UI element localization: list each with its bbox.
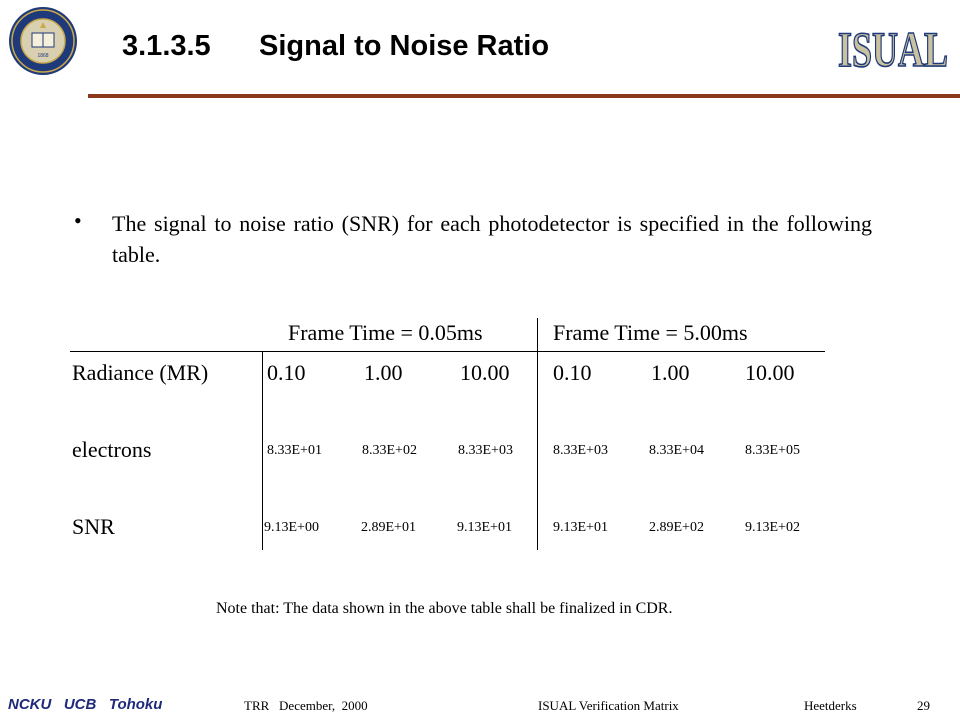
table-cell: 9.13E+01 [457, 520, 512, 535]
table-cell: 9.13E+00 [264, 520, 319, 535]
table-cell: 0.10 [267, 360, 306, 385]
title-divider [88, 94, 960, 98]
table-cell: 8.33E+01 [267, 443, 322, 458]
bullet-text: The signal to noise ratio (SNR) for each photodetector is specified in the following table. [112, 211, 872, 267]
table-cell: 1.00 [651, 360, 690, 385]
table-cell: 0.10 [553, 360, 592, 385]
row-label-radiance: Radiance (MR) [72, 360, 209, 385]
table-cell: 9.13E+02 [745, 520, 800, 535]
row-label-electrons: electrons [72, 437, 152, 462]
footer-event: TRR December, 2000 [244, 698, 368, 713]
page-number: 29 [917, 698, 930, 713]
slide-title [122, 30, 549, 63]
table-cell: 8.33E+02 [362, 443, 417, 458]
table-cell: 8.33E+05 [745, 443, 800, 458]
title-number: 3.1.3.5 [122, 30, 211, 62]
footer-document: ISUAL Verification Matrix [538, 698, 679, 713]
footer-institutions: NCKU UCB Tohoku [8, 696, 163, 713]
table-column-divider-left [262, 352, 263, 550]
table-cell: 9.13E+01 [553, 520, 608, 535]
table-cell: 1.00 [364, 360, 403, 385]
table-cell: 8.33E+03 [553, 443, 608, 458]
table-cell: 8.33E+03 [458, 443, 513, 458]
logo-text: ISUAL [838, 21, 949, 77]
table-note: Note that: The data shown in the above table shall be finalized in CDR. [216, 600, 673, 617]
table-column-divider-mid [537, 318, 538, 550]
title-text: Signal to Noise Ratio [259, 30, 550, 62]
footer-author: Heetderks [804, 698, 857, 713]
table-cell: 2.89E+01 [361, 520, 416, 535]
table-header-5.00ms: Frame Time = 5.00ms [553, 320, 748, 345]
table-header-0.05ms: Frame Time = 0.05ms [288, 320, 483, 345]
row-label-snr: SNR [72, 514, 115, 539]
table-cell: 10.00 [460, 360, 510, 385]
university-seal-icon [8, 6, 78, 76]
table-header-rule [70, 351, 825, 352]
table-cell: 8.33E+04 [649, 443, 704, 458]
isual-logo [838, 21, 949, 77]
table-cell: 10.00 [745, 360, 795, 385]
svg-text:1868: 1868 [37, 53, 49, 59]
table-cell: 2.89E+02 [649, 520, 704, 535]
bullet-icon: • [74, 208, 82, 233]
